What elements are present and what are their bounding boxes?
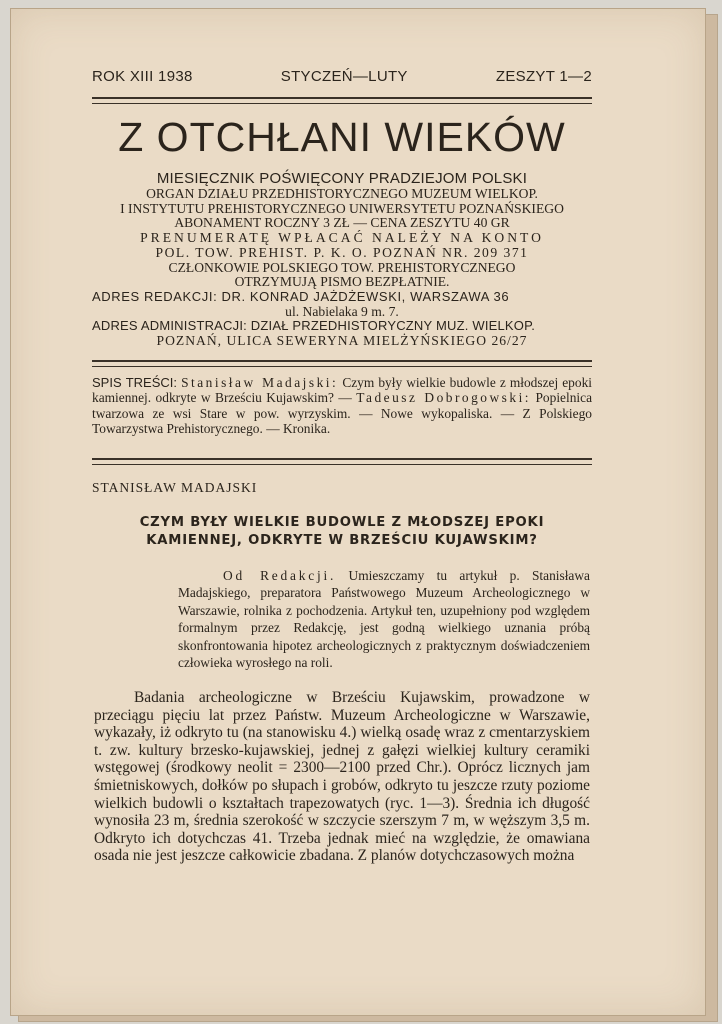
members-line-2: OTRZYMUJĄ PISMO BEZPŁATNIE. <box>234 274 450 290</box>
article-title <box>92 514 592 550</box>
editorial-note-text: Umieszczamy tu artykuł p. Stanisława Madajskiego, preparatora Państwowego Muzeum Archeologicznego w Warszawie, rolnika z pochodzenia. Artykuł ten, uzupełniony pod względem formalnym przez Redakcję, jest godną wielkiego uznania próbą skonfrontowania hipotez archeologicznych z praktycznym doświadczeniem człowieka wyrosłego na roli. <box>178 568 590 671</box>
journal-title: Z OTCHŁANI WIEKÓW <box>118 114 566 160</box>
issue-number: ZESZYT 1—2 <box>495 68 592 85</box>
editor-address: ADRES REDAKCJI: DR. KONRAD JAŻDŻEWSKI, WARSZAWA 36 <box>92 288 510 304</box>
admin-address-street: POZNAŃ, ULICA SEWERYNA MIELŻYŃSKIEGO 26/27 <box>156 333 528 349</box>
toc-author-2: Tadeusz Dobrogowski: <box>356 390 532 406</box>
issue-months: STYCZEŃ—LUTY <box>280 68 408 85</box>
article-title-line-2: KAMIENNEJ, ODKRYTE W BRZEŚCIU KUJAWSKIM? <box>146 533 538 548</box>
toc-author-1: Stanisław Madajski: <box>181 375 339 390</box>
toc-rule <box>92 458 592 465</box>
article-title-line-1: CZYM BYŁY WIELKIE BUDOWLE Z MŁODSZEJ EPOKI <box>139 515 545 530</box>
price-line-2: PRENUMERATĘ WPŁACAĆ NALEŻY NA KONTO <box>140 230 544 246</box>
editor-address-street: ul. Nabielaka 9 m. 7. <box>285 303 399 319</box>
organ-line-2: I INSTYTUTU PREHISTORYCZNEGO UNIWERSYTETU POZNAŃSKIEGO <box>120 200 564 216</box>
toc-entry-1: Czym były wielkie budowle z młodszej epoki kamiennej. odkryte w Brześciu Kujawskim? — <box>92 375 592 406</box>
journal-subtitle: MIESIĘCZNIK POŚWIĘCONY PRADZIEJOM POLSKI <box>156 170 528 187</box>
editorial-note-label: Od Redakcji. <box>223 568 337 583</box>
price-line-1: ABONAMENT ROCZNY 3 ZŁ — CENA ZESZYTU 40 GR <box>174 215 510 231</box>
toc-label: SPIS TREŚCI: <box>92 375 177 390</box>
toc-entry-2: Popielnica twarzowa ze wsi Stare w pow. wyrzyskim. — Nowe wykopaliska. — Z Polskiego Towarzystwa Prehistorycznego. — Kronika. <box>92 390 593 436</box>
admin-address: ADRES ADMINISTRACJI: DZIAŁ PRZEDHISTORYCZNY MUZ. WIELKOP. <box>92 318 536 334</box>
issue-header <box>92 68 592 85</box>
masthead-rule <box>92 360 592 367</box>
editorial-note <box>178 567 590 671</box>
issue-year: ROK XIII 1938 <box>92 68 193 85</box>
price-line-3: POL. TOW. PREHIST. P. K. O. POZNAŃ NR. 209 371 <box>155 244 529 260</box>
masthead-block <box>92 170 592 349</box>
table-of-contents <box>92 375 592 436</box>
members-line-1: CZŁONKOWIE POLSKIEGO TOW. PREHISTORYCZNEGO <box>168 259 516 275</box>
article-author: STANISŁAW MADAJSKI <box>92 480 258 495</box>
header-rule <box>92 97 592 104</box>
organ-line-1: ORGAN DZIAŁU PRZEDHISTORYCZNEGO MUZEUM WIELKOP. <box>146 186 538 201</box>
article-body: Badania archeologiczne w Brześciu Kujawskim, prowadzone w przeciągu pięciu lat przez Państw. Muzeum Archeologiczne w Warszawie, wykazały, iż odkryto tu (na stanowisku 4.) wielką osadę wraz z cmentarzyskiem t. zw. kultury brzesko-kujawskiej, jednej z gałęzi wielkiej kultury ceramiki wstęgowej (środkowy neolit = 2300—2100 przed Chr.). Oprócz licznych jam śmietniskowych, dołków po słupach i grobów, odkryto tu jeszcze rzuty poziome wielkich budowli o kształtach trapezowatych (ryc. 1—3). Średnia ich długość wynosiła 23 m, średnia szerokość w szczycie szerszym 7 m, w węższym 3,5 m. Odkryto ich dotychczas 41. Trzeba jednak mieć na względzie, że omawiana osada nie jest jeszcze całkowicie zbadana. Z planów dotychczasowych można <box>94 689 590 865</box>
